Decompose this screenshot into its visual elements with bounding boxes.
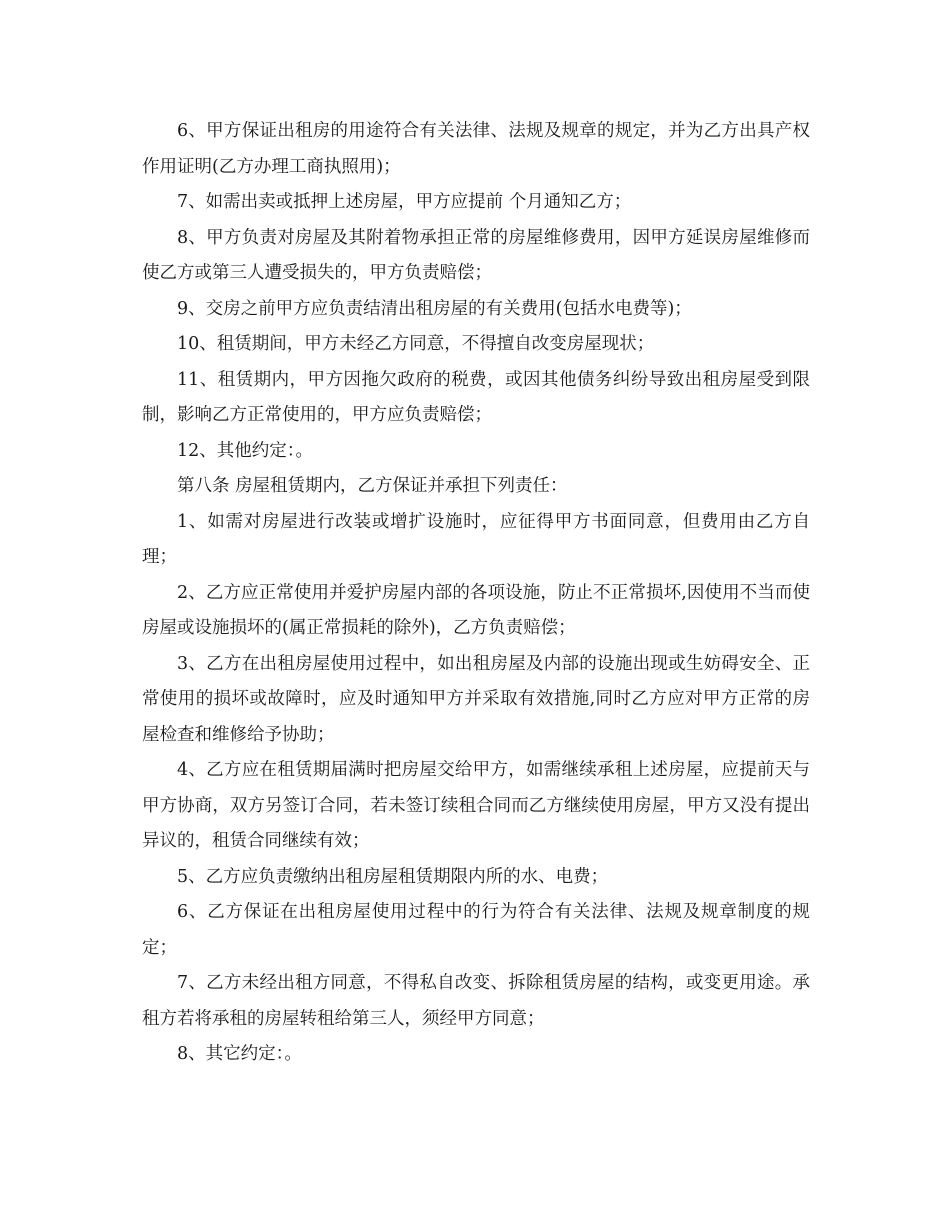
paragraph-10: 2、乙方应正常使用并爱护房屋内部的各项设施，防止不正常损坏,因使用不当而使房屋或设施损坏的(属正常损耗的除外)，乙方负责赔偿；	[142, 582, 810, 638]
paragraph-15: 7、乙方未经出租方同意，不得私自改变、拆除租赁房屋的结构，或变更用途。承租方若将承租的房屋转租给第三人，须经甲方同意；	[142, 973, 810, 1029]
document-body	[142, 114, 810, 1073]
paragraph-11: 3、乙方在出租房屋使用过程中，如出租房屋及内部的设施出现或生妨碍安全、正常使用的损坏或故障时，应及时通知甲方并采取有效措施,同时乙方应对甲方正常的房屋检查和维修给予协助；	[142, 653, 810, 745]
paragraph-1: 6、甲方保证出租房的用途符合有关法律、法规及规章的规定，并为乙方出具产权作用证明(乙方办理工商执照用)；	[142, 121, 810, 177]
paragraph-4: 9、交房之前甲方应负责结清出租房屋的有关费用(包括水电费等)；	[177, 298, 692, 319]
paragraph-13: 5、乙方应负责缴纳出租房屋租赁期限内所的水、电费；	[177, 866, 609, 887]
paragraph-16: 8、其它约定：。	[177, 1044, 302, 1064]
paragraph-12: 4、乙方应在租赁期届满时把房屋交给甲方，如需继续承租上述房屋，应提前天与甲方协商，双方另签订合同，若未签订续租合同而乙方继续使用房屋，甲方又没有提出异议的，租赁合同继续有效；	[142, 760, 810, 851]
paragraph-7: 12、其他约定：。	[177, 440, 314, 461]
paragraph-3: 8、甲方负责对房屋及其附着物承担正常的房屋维修费用，因甲方延误房屋维修而使乙方或第三人遭受损失的，甲方负责赔偿；	[142, 227, 810, 283]
paragraph-6: 11、租赁期内，甲方因拖欠政府的税费，或因其他债务纠纷导致出租房屋受到限制，影响乙方正常使用的，甲方应负责赔偿；	[142, 369, 810, 425]
paragraph-2: 7、如需出卖或抵押上述房屋，甲方应提前 个月通知乙方；	[177, 192, 632, 212]
paragraph-14: 6、乙方保证在出租房屋使用过程中的行为符合有关法律、法规及规章制度的规定；	[142, 902, 810, 958]
paragraph-5: 10、租赁期间，甲方未经乙方同意，不得擅自改变房屋现状；	[177, 334, 655, 354]
section-heading: 第八条 房屋租赁期内，乙方保证并承担下列责任：	[177, 476, 568, 496]
paragraph-9: 1、如需对房屋进行改装或增扩设施时，应征得甲方书面同意，但费用由乙方自理；	[142, 511, 810, 567]
